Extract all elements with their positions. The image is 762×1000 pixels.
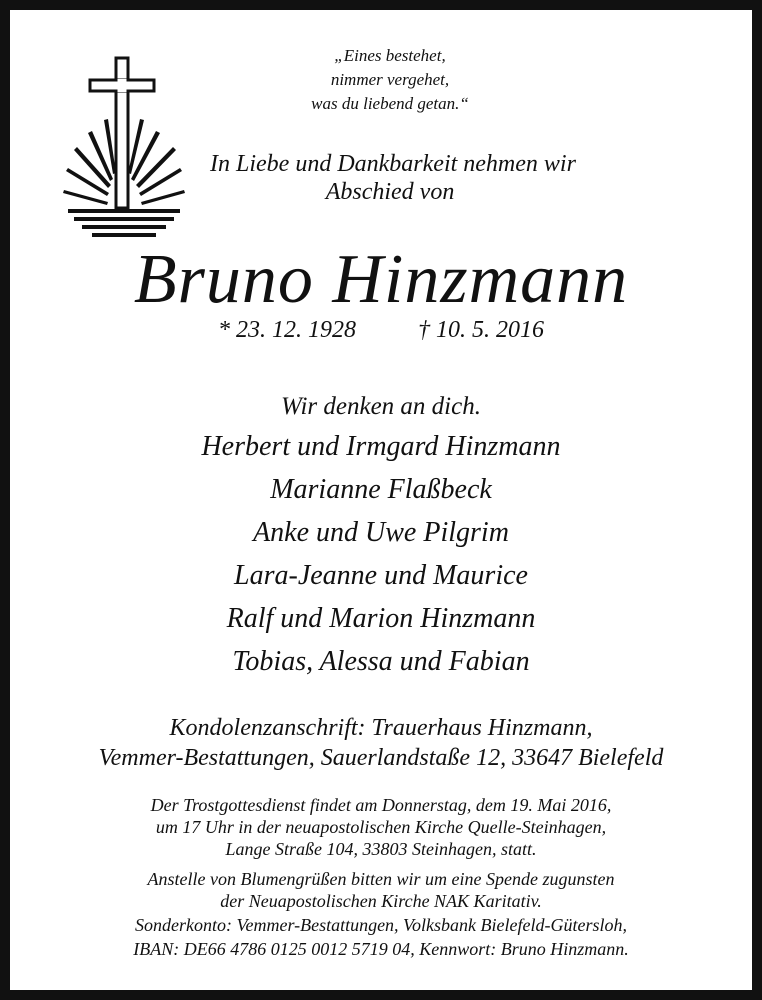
intro-line: Abschied von [325, 179, 455, 205]
mourner-line: Herbert und Irmgard Hinzmann [201, 431, 561, 462]
bank-account-line: IBAN: DE66 4786 0125 0012 5719 04, Kennwort: Bruno Hinzmann. [133, 939, 629, 959]
donation-notice-line: Anstelle von Blumengrüßen bitten wir um eine Spende zugunsten [147, 869, 615, 889]
mourner-line: Anke und Uwe Pilgrim [253, 517, 509, 548]
donation-notice-line: der Neuapostolischen Kirche NAK Karitativ. [220, 891, 542, 911]
mourner-line: Marianne Flaßbeck [270, 474, 492, 505]
quote-line: nimmer vergehet, [330, 70, 450, 89]
intro-line: In Liebe und Dankbarkeit nehmen wir [210, 151, 576, 177]
quote-line: was du liebend getan.“ [311, 94, 469, 113]
life-dates [10, 316, 752, 344]
mourner-line: Ralf und Marion Hinzmann [226, 603, 536, 634]
mourner-line: Tobias, Alessa und Fabian [232, 646, 530, 677]
quote-line: „Eines bestehet, [334, 46, 446, 65]
service-notice-line: Lange Straße 104, 33803 Steinhagen, statt. [225, 839, 537, 859]
cross-sunrise-water-icon [60, 55, 190, 245]
deceased-name: Bruno Hinzmann [133, 241, 629, 318]
condolence-address-line: Kondolenzanschrift: Trauerhaus Hinzmann, [169, 715, 593, 741]
mourner-line: Lara-Jeanne und Maurice [234, 560, 528, 591]
condolence-address-line: Vemmer-Bestattungen, Sauerlandstaße 12, 33647 Bielefeld [98, 745, 664, 771]
service-notice-line: Der Trostgottesdienst findet am Donnerstag, dem 19. Mai 2016, [150, 795, 612, 815]
bank-account-line: Sonderkonto: Vemmer-Bestattungen, Volksbank Bielefeld-Gütersloh, [134, 915, 628, 935]
birth-date: * 23. 12. 1928 [218, 317, 356, 343]
death-date: † 10. 5. 2016 [418, 317, 544, 343]
remembrance-line: Wir denken an dich. [281, 393, 481, 420]
service-notice-line: um 17 Uhr in der neuapostolischen Kirche Quelle-Steinhagen, [155, 817, 607, 837]
